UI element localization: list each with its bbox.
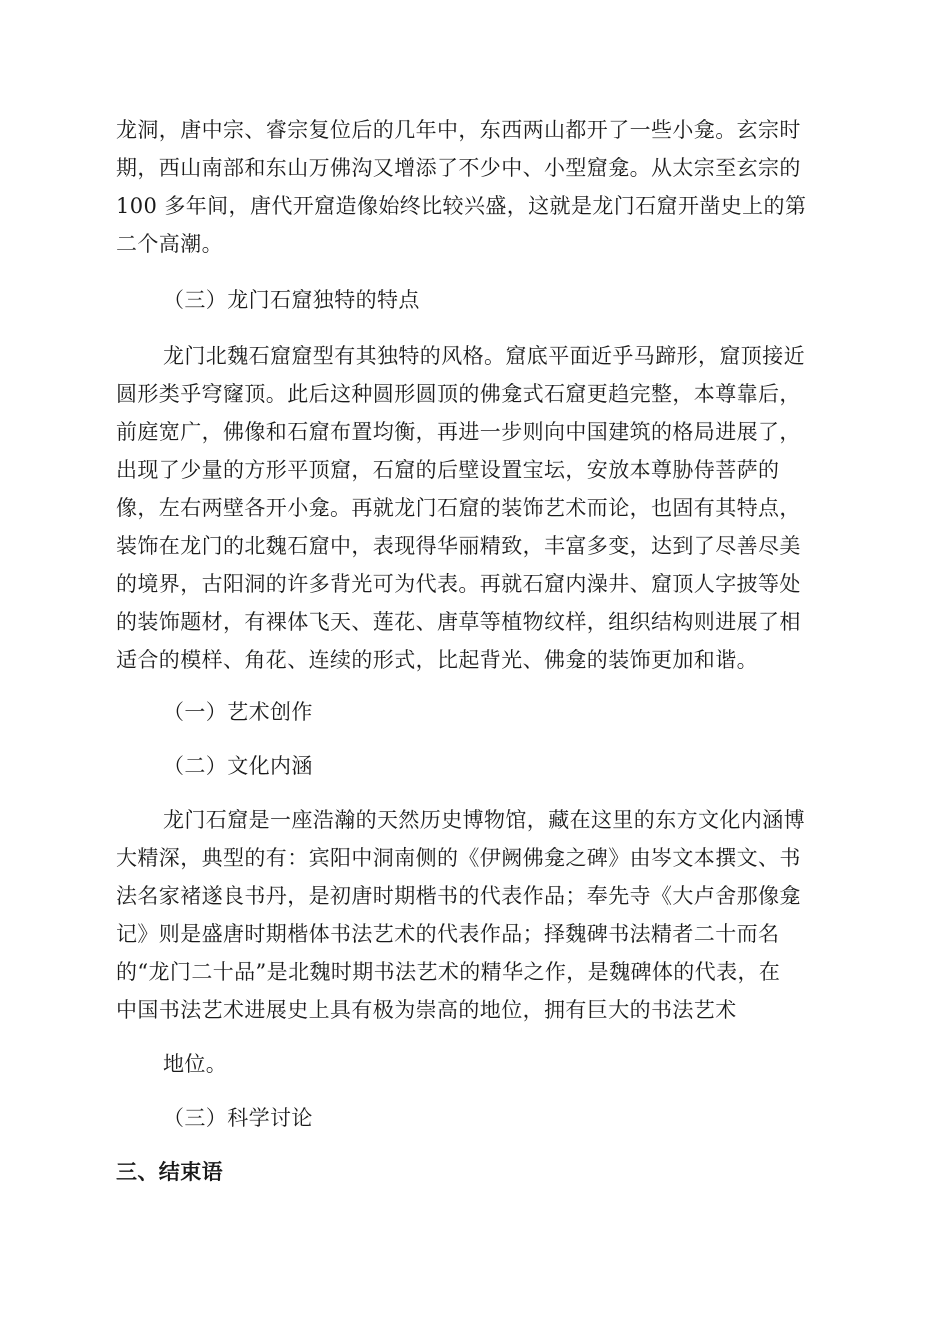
- paragraph-continuation: 地位。: [163, 1052, 228, 1076]
- paragraph-line: 100 多年间，唐代开窟造像始终比较兴盛，这就是龙门石窟开凿史上的第: [116, 194, 807, 218]
- paragraph-line: 二个高潮。: [116, 232, 223, 256]
- paragraph-line: 的装饰题材，有裸体飞天、莲花、唐草等植物纹样，组织结构则进展了相: [116, 610, 801, 634]
- paragraph-line: 记》则是盛唐时期楷体书法艺术的代表作品；择魏碑书法精者二十而名: [116, 922, 780, 946]
- paragraph-line: 圆形类乎穹窿顶。此后这种圆形圆顶的佛龛式石窟更趋完整，本尊靠后，: [116, 382, 801, 406]
- paragraph-line: 中国书法艺术进展史上具有极为崇高的地位，拥有巨大的书法艺术: [116, 998, 737, 1022]
- paragraph-line: 龙洞，唐中宗、睿宗复位后的几年中，东西两山都开了一些小龛。玄宗时: [116, 118, 801, 142]
- paragraph-line: 法名家褚遂良书丹，是初唐时期楷书的代表作品；奉先寺《大卢舍那像龛: [116, 884, 801, 908]
- subheading-art: （一）艺术创作: [163, 700, 313, 724]
- paragraph-line: 龙门北魏石窟窟型有其独特的风格。窟底平面近乎马蹄形，窟顶接近: [163, 344, 805, 368]
- paragraph-line: 大精深，典型的有：宾阳中洞南侧的《伊阙佛龛之碑》由岑文本撰文、书: [116, 846, 801, 870]
- paragraph-line: 前庭宽广，佛像和石窟布置均衡，再进一步则向中国建筑的格局进展了，: [116, 420, 801, 444]
- paragraph-line: 的“龙门二十品”是北魏时期书法艺术的精华之作，是魏碑体的代表，在: [116, 960, 781, 984]
- paragraph-line: 期，西山南部和东山万佛沟又增添了不少中、小型窟龛。从太宗至玄宗的: [116, 156, 801, 180]
- section-heading: 三、结束语: [116, 1160, 223, 1184]
- subheading-culture: （二）文化内涵: [163, 754, 313, 778]
- paragraph-line: 像，左右两壁各开小龛。再就龙门石窟的装饰艺术而论，也固有其特点，: [116, 496, 801, 520]
- paragraph-line: 装饰在龙门的北魏石窟中，表现得华丽精致，丰富多变，达到了尽善尽美: [116, 534, 801, 558]
- subheading-features: （三）龙门石窟独特的特点: [163, 288, 420, 312]
- paragraph-line: 龙门石窟是一座浩瀚的天然历史博物馆，藏在这里的东方文化内涵博: [163, 808, 805, 832]
- paragraph-line: 的境界，古阳洞的许多背光可为代表。再就石窟内澡井、窟顶人字披等处: [116, 572, 801, 596]
- paragraph-line: 适合的模样、角花、连续的形式，比起背光、佛龛的装饰更加和谐。: [116, 648, 758, 672]
- paragraph-line: 出现了少量的方形平顶窟，石窟的后壁设置宝坛，安放本尊胁侍菩萨的: [116, 458, 780, 482]
- subheading-science: （三）科学讨论: [163, 1106, 313, 1130]
